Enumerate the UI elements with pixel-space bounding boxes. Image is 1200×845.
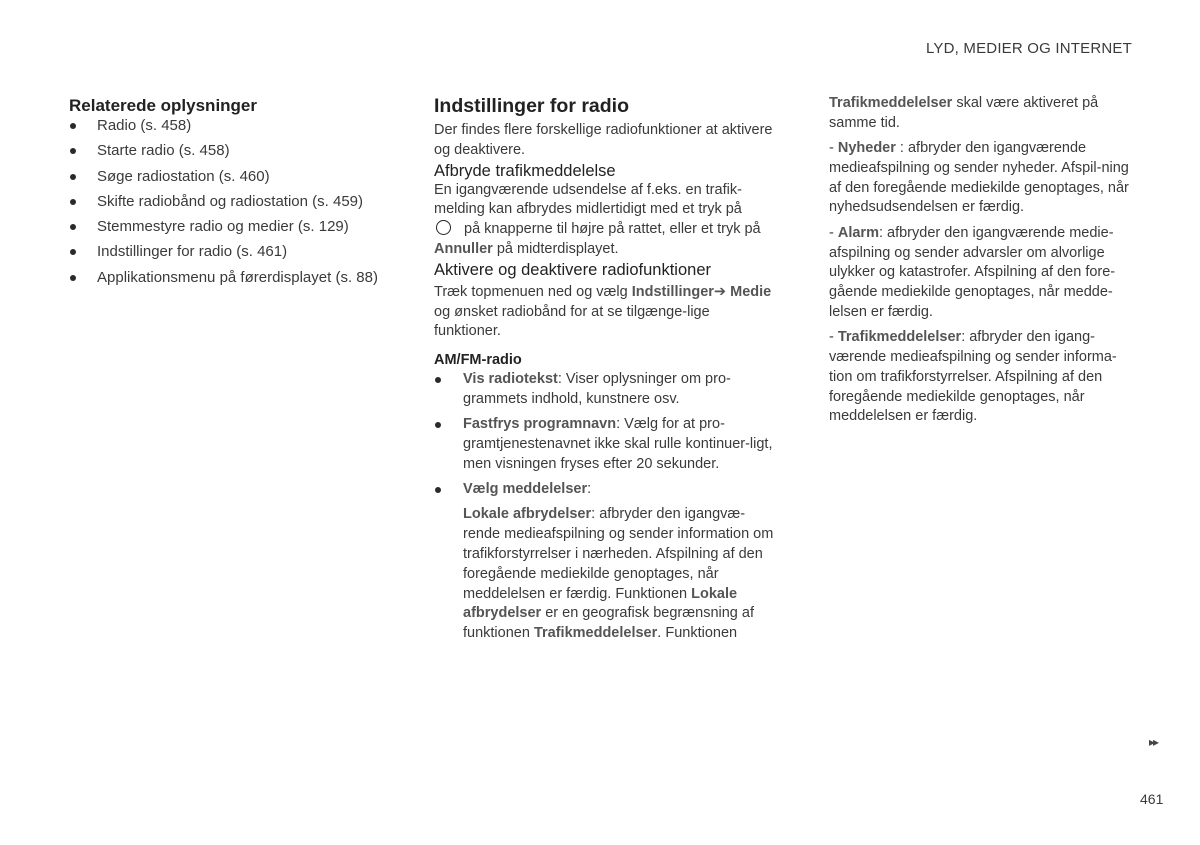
am-fm-heading: AM/FM-radio [434,352,522,369]
menu-settings-label: Indstillinger [631,283,714,300]
continuation-column [829,94,1139,433]
alarm-paragraph: - Alarm: afbryder den igangværende medie-afspilning og sender advarsler om alvorlige ulykker og katastrofer. Afspilning af den fore-gående mediekilde genoptages, når medde-lelsen er færdig. [829,224,1116,320]
am-fm-feature-list [434,370,774,500]
activate-paragraph: Træk topmenuen ned og vælg Indstillinger➔ Medie og ønsket radiobånd for at se tilgænge-lige funktioner. [434,283,772,340]
local-interruptions-paragraph: Lokale afbrydelser: afbryder den igangvæ-rende medieafspilning og sender information om trafikforstyrrelser i nærheden. Afspilning af den foregående mediekilde genoptages, når meddelelsen er færdig. Funktionen Lokale afbrydelser er en geografisk begrænsning af funktionen Trafikmeddelelser. Funktionen [463,506,774,642]
related-link-voice-control[interactable]: Stemmestyre radio og medier (s. 129) [69,217,399,237]
main-content-column [434,94,774,644]
circle-button-icon [436,220,451,235]
related-info-column [69,94,399,293]
traffic-paragraph: - Trafikmeddelelser: afbryder den igang-værende medieafspilning og sender informa-tion om trafikforstyrrelser. Afspilning af den foregående mediekilde genoptages, når meddelelsen er færdig. [829,329,1117,425]
feature-freeze-name: Fastfrys programnavn: Vælg for at pro-gramtjenestenavnet ikke skal rulle kontinuer-ligt, men visningen fryses efter 20 sekunder. [434,415,774,474]
arrow-right-icon: ➔ [713,283,727,300]
related-info-heading: Relaterede oplysninger [69,96,258,115]
section-heading-interrupt: Afbryde trafikmeddelelse [434,161,616,180]
interrupt-paragraph: En igangværende udsendelse af f.eks. en trafik-melding kan afbrydes midlertidigt med et tryk på på knapperne til højre på rattet, eller et tryk på Annuller på midterdisplayet. [434,181,761,257]
annuller-label: Annuller [434,240,493,257]
menu-media-label: Medie [730,283,772,300]
feature-radiotext: Vis radiotekst: Viser oplysninger om pro-grammets indhold, kunstnere osv. [434,370,774,410]
related-links-list [69,116,399,288]
related-link-change-band[interactable]: Skifte radiobånd og radiostation (s. 459) [69,192,399,212]
page-title: Indstillinger for radio [434,95,630,117]
related-link-start-radio[interactable]: Starte radio (s. 458) [69,141,399,161]
feature-select-messages: Vælg meddelelser: [434,480,774,500]
related-link-search-station[interactable]: Søge radiostation (s. 460) [69,167,399,187]
page-number: 461 [1140,791,1164,807]
intro-paragraph: Der findes flere forskellige radiofunktioner at aktivere og deaktivere. [434,122,773,158]
related-link-app-menu[interactable]: Applikationsmenu på førerdisplayet (s. 88) [69,268,399,288]
news-paragraph: - Nyheder : afbryder den igangværende medieafspilning og sender nyheder. Afspil-ning af den foregående mediekilde genoptages, når nyhedsudsendelsen er færdig. [829,140,1129,216]
section-header: LYD, MEDIER OG INTERNET [925,40,1132,57]
section-heading-activate: Aktivere og deaktivere radiofunktioner [434,260,711,279]
related-link-radio[interactable]: Radio (s. 458) [69,116,399,136]
continue-arrows-icon: ▸▸ [1149,735,1158,749]
related-link-radio-settings[interactable]: Indstillinger for radio (s. 461) [69,242,399,262]
traffic-active-paragraph: Trafikmeddelelser skal være aktiveret på samme tid. [829,95,1099,131]
